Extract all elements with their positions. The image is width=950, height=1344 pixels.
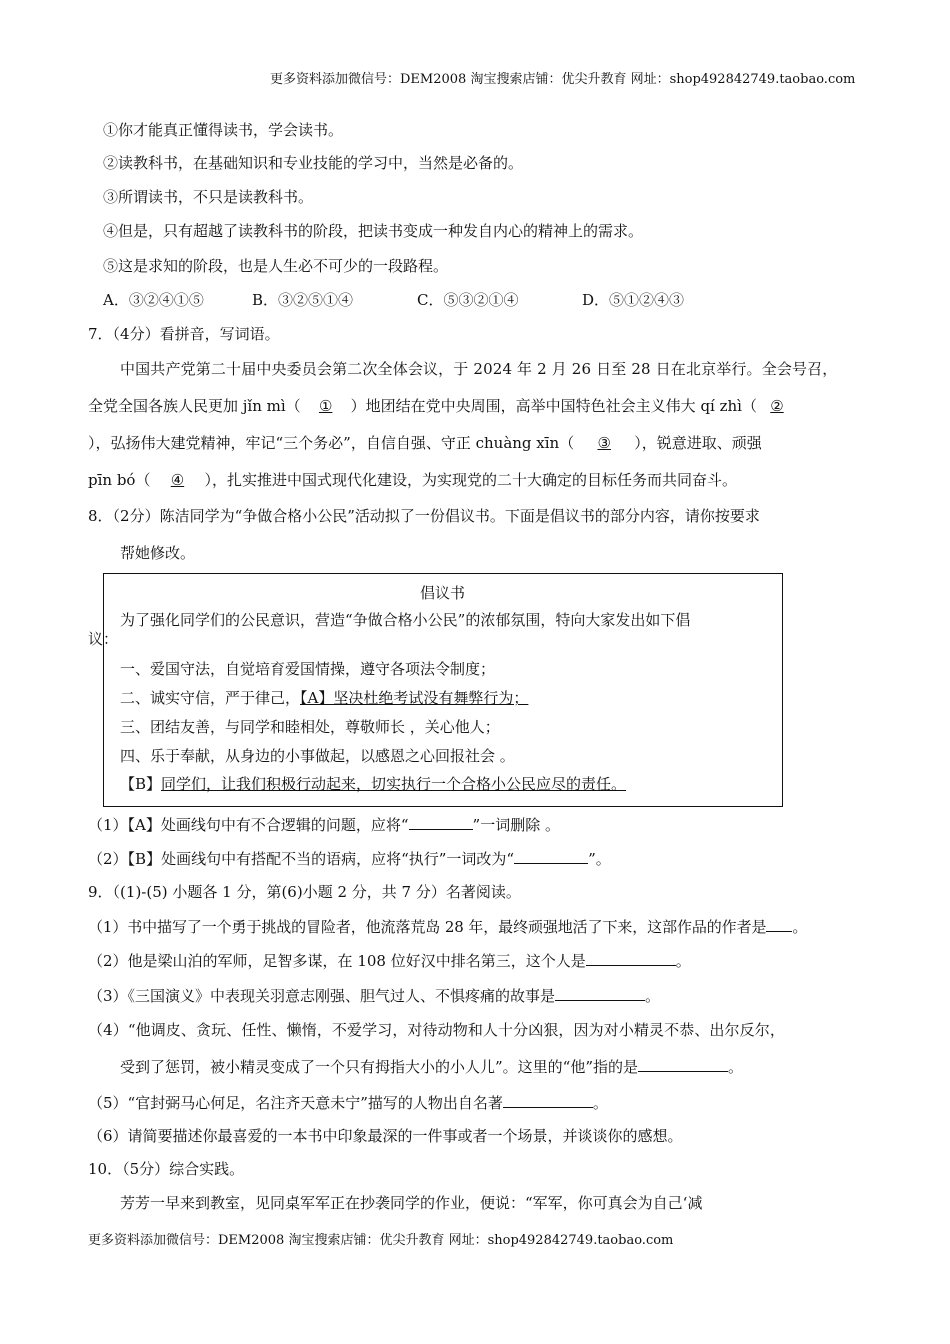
proposal-intro: 为了强化同学们的公民意识，营造“争做合格小公民”的浓郁氛围，特向大家发出如下倡 — [120, 611, 691, 629]
q6-option-c: C．⑤③②①④ — [417, 291, 519, 309]
q8-sub-1a: （1）【A】处画线句中有不合逻辑的问题，应将“ — [88, 816, 409, 834]
proposal-item-2 — [120, 688, 528, 708]
q8-sub-2a: （2）【B】处画线句中有搭配不当的语病，应将“执行”一词改为“ — [88, 850, 515, 868]
q9-sub-3-end: 。 — [645, 987, 661, 1005]
proposal-heading: 倡议书 — [420, 584, 466, 602]
q8-blank-1[interactable] — [409, 814, 473, 830]
q8-sub-1 — [88, 814, 560, 835]
page-footer: 更多资料添加微信号：DEM2008 淘宝搜索店铺：优尖升教育 网址：shop492842749.taobao.com — [88, 1233, 674, 1248]
proposal-intro-cont: 议： — [88, 630, 119, 648]
q7-title: 7．（4分）看拼音，写词语。 — [88, 325, 280, 343]
q8-sub-2b: ”。 — [588, 850, 611, 868]
proposal-item-4: 四、乐于奉献，从身边的小事做起，以感恩之心回报社会 。 — [120, 747, 515, 765]
q7-blank-2[interactable]: ② — [770, 397, 784, 415]
q6-sentence-1: ①你才能真正懂得读书，学会读书。 — [103, 121, 344, 139]
q9-sub-6: （6）请简要描述你最喜爱的一本书中印象最深的一件事或者一个场景，并谈谈你的感想。 — [88, 1127, 683, 1145]
q9-title: 9．（(1)-(5) 小题各 1 分，第(6)小题 2 分，共 7 分）名著阅读。 — [88, 883, 521, 901]
q7-line-3 — [88, 433, 762, 453]
q7-blank-3[interactable]: ③ — [597, 434, 611, 452]
proposal-item-2-marked-a: 【A】坚决杜绝考试没有舞弊行为； — [300, 689, 529, 707]
q9-sub-2-text: （2）他是梁山泊的军师，足智多谋，在 108 位好汉中排名第三，这个人是 — [88, 952, 586, 970]
q7-line-3b: ），锐意进取、顽强 — [634, 434, 762, 452]
q8-sub-1b: ”一词删除 。 — [472, 816, 560, 834]
q9-sub-3-text: （3）《三国演义》中表现关羽意志刚强、胆气过人、不惧疼痛的故事是 — [88, 987, 556, 1005]
q7-line-2b: ）地团结在党中央周围，高举中国特色社会主义伟大 qí zhì（ — [350, 397, 757, 415]
q9-blank-1[interactable] — [766, 916, 792, 932]
q6-sentence-3: ③所谓读书，不只是读教科书。 — [103, 188, 314, 206]
q9-sub-4-end: 。 — [728, 1058, 744, 1076]
proposal-closing — [120, 774, 626, 794]
q7-blank-4[interactable]: ④ — [170, 471, 185, 489]
q9-sub-3 — [88, 985, 660, 1006]
q6-option-a: A．③②④①⑤ — [103, 291, 204, 309]
q6-sentence-2: ②读教科书，在基础知识和专业技能的学习中，当然是必备的。 — [103, 154, 524, 172]
q9-sub-1-end: 。 — [792, 918, 808, 936]
q8-blank-2[interactable] — [514, 848, 588, 864]
q7-line-4a: pīn bó（ — [88, 471, 151, 489]
q8-title: 8．（2分）陈洁同学为“争做合格小公民”活动拟了一份倡议书。下面是倡议书的部分内容，请你按要求 — [88, 507, 760, 525]
q6-option-d: D．⑤①②④③ — [582, 291, 685, 309]
q9-blank-3[interactable] — [555, 985, 645, 1001]
q7-line-2a: 全党全国各族人民更加 jǐn mì（ — [88, 397, 301, 415]
q9-sub-2-end: 。 — [675, 952, 691, 970]
page-header: 更多资料添加微信号：DEM2008 淘宝搜索店铺：优尖升教育 网址：shop492842749.taobao.com — [270, 72, 856, 87]
q9-blank-2[interactable] — [586, 950, 676, 966]
q9-sub-1 — [88, 916, 807, 937]
q9-sub-5 — [88, 1092, 608, 1113]
q9-blank-5[interactable] — [503, 1092, 593, 1108]
q6-sentence-5: ⑤这是求知的阶段，也是人生必不可少的一段路程。 — [103, 257, 449, 275]
q7-line-2 — [88, 396, 797, 416]
proposal-marked-b: 同学们，让我们积极行动起来，切实执行一个合格小公民应尽的责任。 — [161, 775, 627, 793]
q9-sub-2 — [88, 950, 691, 971]
q7-line-1: 中国共产党第二十届中央委员会第二次全体会议，于 2024 年 2 月 26 日至 28 日在北京举行。全会号召， — [120, 360, 838, 378]
proposal-tag-b: 【B】 — [120, 775, 162, 793]
q7-line-4 — [88, 470, 737, 490]
proposal-item-1: 一、爱国守法，自觉培育爱国情操，遵守各项法令制度； — [120, 660, 496, 678]
q9-sub-4-cont-text: 受到了惩罚，被小精灵变成了一个只有拇指大小的小人儿”。这里的“他”指的是 — [120, 1058, 639, 1076]
q8-title-2: 帮她修改。 — [120, 544, 196, 562]
proposal-item-3: 三、团结友善，与同学和睦相处，尊敬师长 ，关心他人； — [120, 718, 500, 736]
q9-sub-1-text: （1）书中描写了一个勇于挑战的冒险者，他流落荒岛 28 年，最终顽强地活了下来，这部作品的作者是 — [88, 918, 767, 936]
q6-option-b: B．③②⑤①④ — [252, 291, 354, 309]
q8-sub-2 — [88, 848, 611, 869]
q7-line-4b: ），扎实推进中国式现代化建设，为实现党的二十大确定的目标任务而共同奋斗。 — [204, 471, 737, 489]
q9-sub-5-text: （5）“官封弼马心何足，名注齐天意未宁”描写的人物出自名著 — [88, 1094, 503, 1112]
q6-sentence-4: ④但是，只有超越了读教科书的阶段，把读书变成一种发自内心的精神上的需求。 — [103, 222, 644, 240]
q7-blank-1[interactable]: ① — [318, 397, 333, 415]
q10-line-1: 芳芳一早来到教室，见同桌军军正在抄袭同学的作业，便说：“军军，你可真会为自己‘减 — [120, 1194, 703, 1212]
q9-sub-4: （4）“他调皮、贪玩、任性、懒惰，不爱学习，对待动物和人十分凶狠，因为对小精灵不恭、出尔反尔， — [88, 1021, 785, 1039]
q10-title: 10．（5分）综合实践。 — [88, 1160, 245, 1178]
q9-blank-4[interactable] — [638, 1056, 728, 1072]
q9-sub-5-end: 。 — [592, 1094, 608, 1112]
proposal-item-2a: 二、诚实守信，严于律己， — [120, 689, 301, 707]
q7-line-3a: ），弘扬伟大建党精神，牢记“三个务必”，自信自强、守正 chuàng xīn（ — [88, 434, 575, 452]
q9-sub-4-cont — [120, 1056, 743, 1077]
